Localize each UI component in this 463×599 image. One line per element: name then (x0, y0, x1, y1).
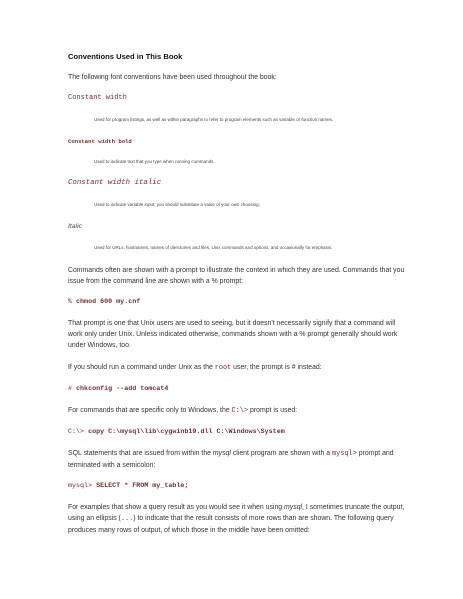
command-example-chkconfig (68, 385, 406, 393)
section-heading: Conventions Used in This Book (68, 52, 183, 61)
text-span: If you should run a command under Unix as the (68, 364, 215, 371)
paragraph-commands-prompt: Commands often are shown with a prompt to illustrate the context in which they are used. Commands that you issue from the command line are shown with a % prompt: (68, 267, 405, 285)
text-span: SQL statements that are issued from within the (68, 450, 213, 457)
convention-desc-constant-width: Used for program listings, as well as within paragraphs to refer to program elements such as variable or function names. (94, 117, 334, 122)
text-span: ) to indicate that the result consists of more rows than are shown. The following query produces many rows of output, of which those in the middle have been omitted: (68, 515, 394, 534)
command-text: copy C:\mysql\lib\cygwinb19.dll C:\Windows\System (88, 428, 285, 436)
command-prompt: C:\> (68, 428, 85, 436)
text-span: , I sometimes truncate the output, using an ellipsis ( (68, 504, 405, 522)
command-example-chmod (68, 298, 406, 306)
convention-desc-constant-width-bold: Used to indicate text that you type when running commands. (94, 158, 215, 164)
text-span: For commands that are specific only to Windows, the (68, 407, 232, 414)
paragraph-query-result (68, 502, 406, 536)
text-span: prompt and terminated with a semicolon: (68, 450, 394, 469)
command-example-copy (68, 428, 406, 436)
text-span: prompt is used: (248, 407, 298, 414)
convention-term-constant-width-bold: Constant width bold (68, 137, 132, 145)
paragraph-root-user (68, 362, 406, 374)
text-span: user, the prompt is # instead: (231, 364, 322, 371)
text-span: client program are shown with a (230, 450, 333, 457)
command-prompt: # (68, 385, 73, 393)
text-span: For examples that show a query result as you would see it when using (68, 504, 285, 511)
document-page (68, 52, 406, 547)
command-prompt: mysql> (68, 482, 93, 490)
convention-term-italic: Italic (68, 222, 82, 230)
inline-code-windows-prompt: C:\> (231, 407, 249, 415)
command-text: chkconfig --add tomcat4 (76, 385, 169, 393)
intro-paragraph: The following font conventions have been used throughout the book: (68, 74, 277, 81)
command-prompt: % (68, 298, 73, 306)
inline-code-ellipsis: ... (120, 515, 134, 523)
paragraph-unix-prompt: That prompt is one that Unix users are used to seeing, but it doesn't necessarily signify that a command will work only under Unix. Unless indicated otherwise, commands shown with a % prompt generally should work under Windows, too. (68, 320, 398, 349)
command-text: chmod 600 my.cnf (76, 298, 141, 306)
command-example-select (68, 482, 406, 490)
convention-term-constant-width-italic: Constant width italic (68, 179, 162, 187)
emphasis-mysql: mysql (212, 450, 231, 457)
emphasis-mysql: mysql (284, 504, 303, 511)
convention-desc-constant-width-italic: Used to indicate variable input; you should substitute a value of your own choosing. (94, 202, 260, 207)
inline-code-mysql-prompt: mysql> (332, 450, 357, 458)
inline-code-root: root (214, 364, 232, 372)
convention-desc-italic: Used for URLs, hostnames, names of directories and files, Unix commands and options, and occasionally for emphasis. (94, 244, 333, 250)
paragraph-sql-statements (68, 448, 406, 471)
convention-term-constant-width: Constant width (68, 94, 127, 102)
command-text: SELECT * FROM my_table; (96, 482, 189, 490)
paragraph-windows-prompt (68, 405, 406, 417)
